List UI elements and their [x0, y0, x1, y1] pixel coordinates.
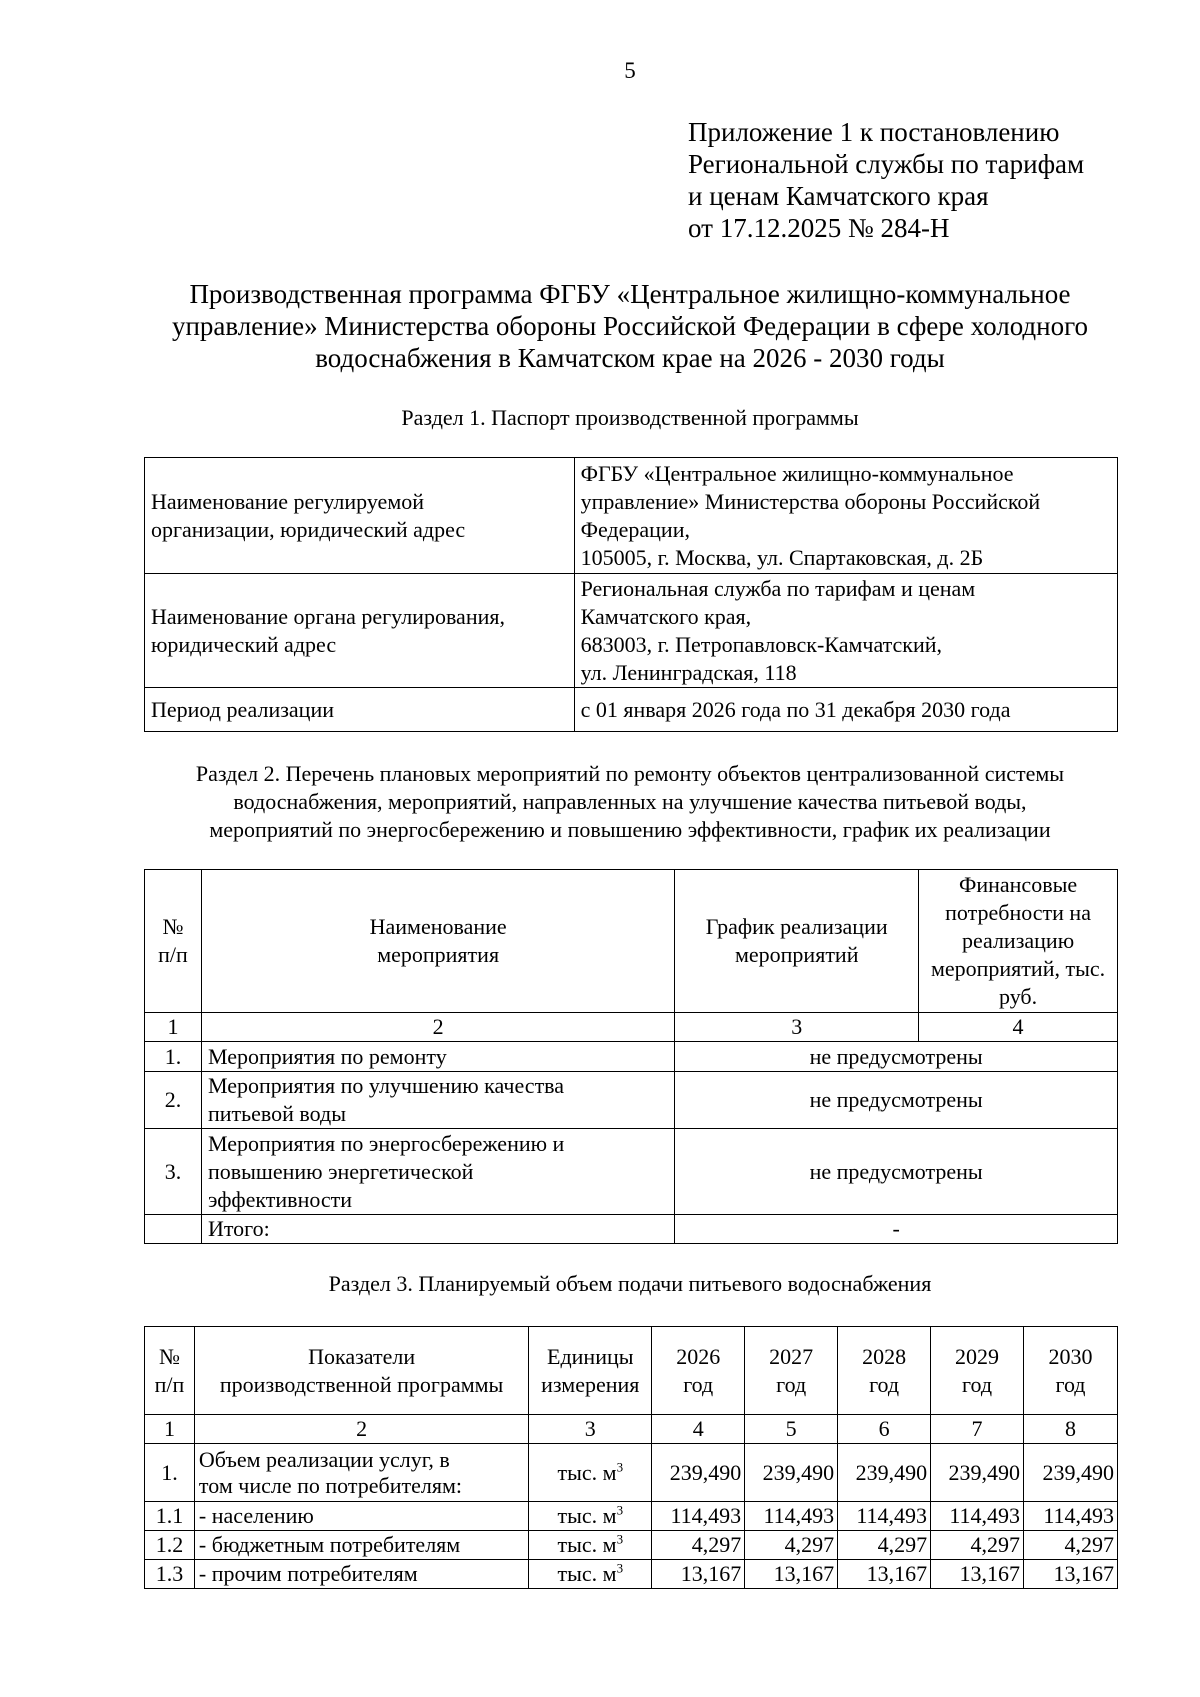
value-cell: 114,493 [1024, 1502, 1118, 1531]
value-cell: 239,490 [931, 1444, 1024, 1502]
row-number [145, 1215, 202, 1244]
column-number: 8 [1024, 1415, 1118, 1444]
title-line: Производственная программа ФГБУ «Центральное жилищно-коммунальное [189, 279, 1071, 309]
column-number: 1 [145, 1415, 195, 1444]
table-row [145, 1502, 1118, 1531]
row-number: 1. [145, 1042, 202, 1072]
table-header-row [145, 1327, 1118, 1415]
section2-heading-line: мероприятий по энергосбережению и повышению эффективности, график их реализации [209, 817, 1051, 842]
value-cell: 114,493 [745, 1502, 838, 1531]
unit-cell: тыс. $м^3$ [529, 1444, 652, 1502]
passport-value: ФГБУ «Центральное жилищно-коммунальное управление» Министерства обороны Российской Федерации, 105005, г. Москва, ул. Спартаковская, д. 2Б [574, 458, 1117, 574]
value-cell: 114,493 [838, 1502, 931, 1531]
row-number: 1.1 [145, 1502, 195, 1531]
total-value: - [675, 1215, 1118, 1244]
passport-label: Наименование регулируемой организации, юридический адрес [145, 458, 575, 574]
value-cell: 114,493 [931, 1502, 1024, 1531]
column-number: 2 [194, 1415, 528, 1444]
value-cell: 4,297 [745, 1531, 838, 1560]
column-number: 5 [745, 1415, 838, 1444]
value-cell: 13,167 [1024, 1560, 1118, 1589]
value-cell: 13,167 [745, 1560, 838, 1589]
table-row [145, 1072, 1118, 1129]
table-row [145, 458, 1118, 574]
section2-heading-line: водоснабжения, мероприятий, направленных на улучшение качества питьевой воды, [233, 789, 1027, 814]
section2-heading [120, 760, 1140, 844]
row-number: 1. [145, 1444, 195, 1502]
value-cell: 4,297 [1024, 1531, 1118, 1560]
table-row [145, 574, 1118, 688]
column-header: 2028 год [838, 1327, 931, 1415]
column-number: 2 [201, 1013, 674, 1042]
value-cell: 239,490 [652, 1444, 745, 1502]
column-number-row [145, 1013, 1118, 1042]
table-row [145, 1129, 1118, 1215]
column-number: 3 [675, 1013, 919, 1042]
activity-name: Мероприятия по энергосбережению и повышению энергетической эффективности [201, 1129, 674, 1215]
appendix-line: Приложение 1 к постановлению [688, 117, 1060, 147]
column-header: № п/п [145, 1327, 195, 1415]
appendix-line: Региональной службы по тарифам [688, 149, 1085, 179]
page-number: 5 [624, 58, 636, 83]
section3-heading [120, 1270, 1140, 1298]
passport-table [144, 457, 1118, 732]
table-row [145, 1531, 1118, 1560]
activity-name: Мероприятия по улучшению качества питьевой воды [201, 1072, 674, 1129]
column-number: 4 [919, 1013, 1118, 1042]
water-supply-table [144, 1326, 1118, 1589]
table-row [145, 1560, 1118, 1589]
section2-heading-line: Раздел 2. Перечень плановых мероприятий по ремонту объектов централизованной системы [195, 761, 1065, 786]
total-row [145, 1215, 1118, 1244]
row-number: 1.2 [145, 1531, 195, 1560]
activity-name: Мероприятия по ремонту [201, 1042, 674, 1072]
indicator-name: - бюджетным потребителям [194, 1531, 528, 1560]
column-number: 7 [931, 1415, 1024, 1444]
indicator-name: - прочим потребителям [194, 1560, 528, 1589]
section1-heading [120, 404, 1140, 432]
column-number: 3 [529, 1415, 652, 1444]
title-line: водоснабжения в Камчатском крае на 2026 - 2030 годы [315, 343, 945, 373]
value-cell: 4,297 [931, 1531, 1024, 1560]
section3-heading-text: Раздел 3. Планируемый объем подачи питьевого водоснабжения [328, 1271, 932, 1296]
column-number: 1 [145, 1013, 202, 1042]
value-cell: 13,167 [652, 1560, 745, 1589]
column-header: 2027 год [745, 1327, 838, 1415]
column-number-row [145, 1415, 1118, 1444]
passport-value: с 01 января 2026 года по 31 декабря 2030 года [574, 688, 1117, 732]
column-number: 4 [652, 1415, 745, 1444]
indicator-name: Объем реализации услуг, в том числе по потребителям: [194, 1444, 528, 1502]
indicator-name: - населению [194, 1502, 528, 1531]
activity-value: не предусмотрены [675, 1072, 1118, 1129]
row-number: 1.3 [145, 1560, 195, 1589]
document-title [120, 278, 1140, 374]
passport-label: Наименование органа регулирования, юридический адрес [145, 574, 575, 688]
table-row [145, 1444, 1118, 1502]
column-header: 2029 год [931, 1327, 1024, 1415]
column-header: Показатели производственной программы [194, 1327, 528, 1415]
unit-cell: тыс. $м^3$ [529, 1531, 652, 1560]
passport-label: Период реализации [145, 688, 575, 732]
unit-cell: тыс. $м^3$ [529, 1502, 652, 1531]
column-header: 2030 год [1024, 1327, 1118, 1415]
section1-heading-text: Раздел 1. Паспорт производственной программы [401, 405, 859, 430]
table-header-row [145, 870, 1118, 1013]
activities-table [144, 869, 1118, 1244]
column-header: Финансовые потребности на реализацию мероприятий, тыс. руб. [919, 870, 1118, 1013]
value-cell: 239,490 [1024, 1444, 1118, 1502]
column-header: График реализации мероприятий [675, 870, 919, 1013]
value-cell: 239,490 [745, 1444, 838, 1502]
title-line: управление» Министерства обороны Российской Федерации в сфере холодного [171, 311, 1089, 341]
column-header: Единицы измерения [529, 1327, 652, 1415]
column-header: Наименование мероприятия [201, 870, 674, 1013]
value-cell: 4,297 [838, 1531, 931, 1560]
value-cell: 4,297 [652, 1531, 745, 1560]
column-header: 2026 год [652, 1327, 745, 1415]
activity-value: не предусмотрены [675, 1042, 1118, 1072]
appendix-reference [688, 116, 1084, 244]
column-header: № п/п [145, 870, 202, 1013]
value-cell: 13,167 [838, 1560, 931, 1589]
total-label: Итого: [201, 1215, 674, 1244]
activity-value: не предусмотрены [675, 1129, 1118, 1215]
row-number: 2. [145, 1072, 202, 1129]
row-number: 3. [145, 1129, 202, 1215]
table-row [145, 688, 1118, 732]
value-cell: 239,490 [838, 1444, 931, 1502]
passport-value: Региональная служба по тарифам и ценам Камчатского края, 683003, г. Петропавловск-Камчатский, ул. Ленинградская, 118 [574, 574, 1117, 688]
unit-cell: тыс. $м^3$ [529, 1560, 652, 1589]
column-number: 6 [838, 1415, 931, 1444]
table-row [145, 1042, 1118, 1072]
appendix-line: и ценам Камчатского края [688, 181, 989, 211]
value-cell: 114,493 [652, 1502, 745, 1531]
appendix-line: от 17.12.2025 № 284-Н [688, 213, 950, 243]
value-cell: 13,167 [931, 1560, 1024, 1589]
